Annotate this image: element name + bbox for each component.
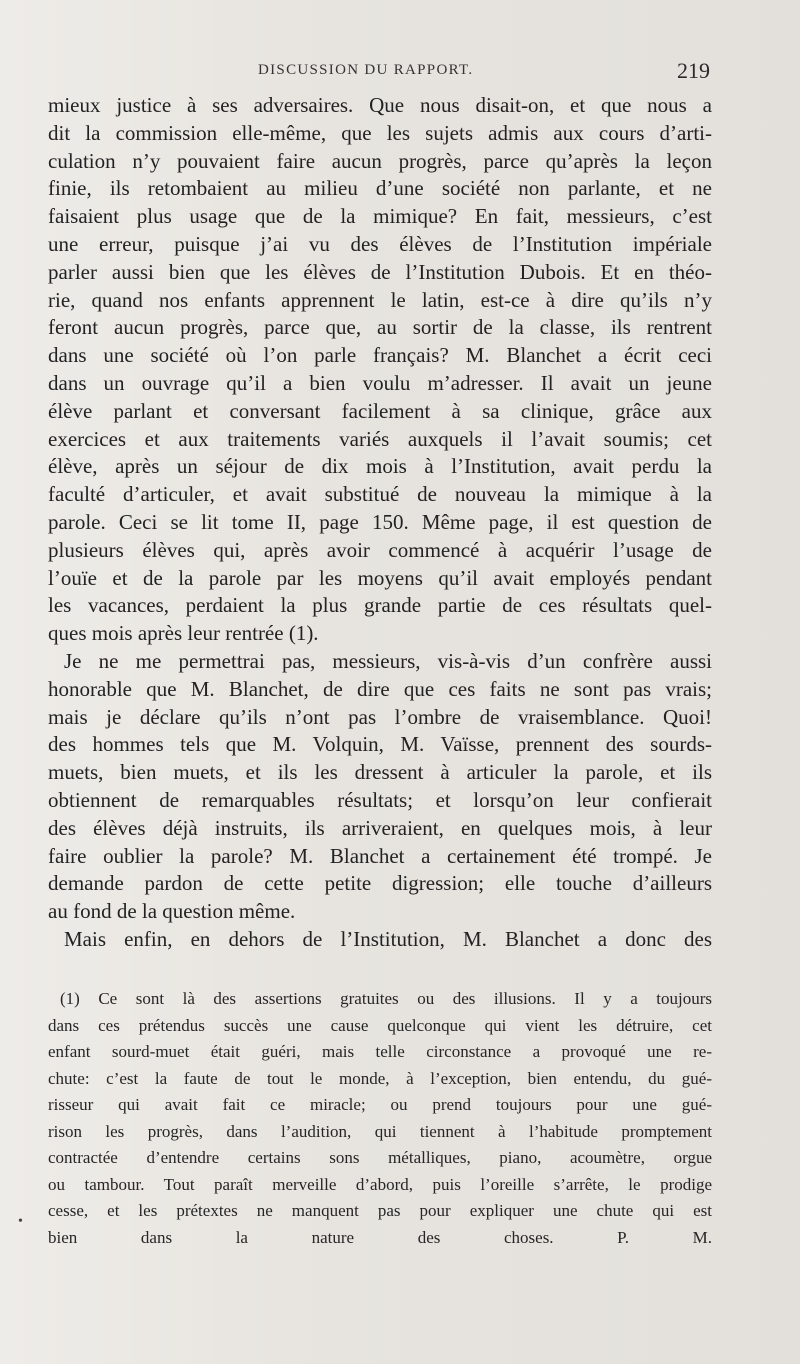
body-line: finie, ils retombaient au milieu d’une société non parlante, et ne (48, 176, 712, 201)
body-line: rie, quand nos enfants apprennent le latin, est-ce à dire qu’ils n’y (48, 287, 712, 312)
body-line: Mais enfin, en dehors de l’Institution, M. Blanchet a donc des (64, 926, 712, 951)
footnote-line: cesse, et les prétextes ne manquent pas pour expliquer une chute qui est (48, 1201, 712, 1220)
page-header (48, 58, 710, 88)
footnote-line: bien dans la nature des choses. P. M. (48, 1227, 712, 1247)
body-line: mieux justice à ses adversaires. Que nous disait-on, et que nous a (48, 93, 712, 117)
footnote-line: rison les progrès, dans l’audition, qui tiennent à l’habitude promptement (48, 1121, 712, 1141)
body-line: faculté d’articuler, et avait substitué de nouveau la mimique à la (48, 482, 712, 507)
running-head: DISCUSSION DU RAPPORT. (258, 62, 474, 78)
body-line: culation n’y pouvaient faire aucun progrès, parce qu’après la leçon (48, 148, 712, 173)
footnote-line: enfant sourd-muet était guéri, mais telle circonstance a provoqué une re- (48, 1042, 712, 1061)
body-line: élève parlant et conversant facilement à sa clinique, grâce aux (48, 398, 712, 423)
page-number: 219 (677, 58, 710, 83)
body-line: une erreur, puisque j’ai vu des élèves de l’Institution impériale (48, 231, 712, 256)
footnote-line: risseur qui avait fait ce miracle; ou prend toujours pour une gué- (48, 1095, 712, 1114)
body-line: honorable que M. Blanchet, de dire que ces faits ne sont pas vrais; (48, 676, 712, 701)
body-line: exercices et aux traitements variés auxquels il l’avait soumis; cet (48, 426, 712, 451)
body-line: dans un ouvrage qu’il a bien voulu m’adresser. Il avait un jeune (48, 370, 712, 395)
body-line: faisaient plus usage que de la mimique? En fait, messieurs, c’est (48, 204, 712, 229)
body-line: obtiennent de remarquables résultats; et lorsqu’on leur confierait (48, 787, 712, 812)
footnote-line: (1) Ce sont là des assertions gratuites ou des illusions. Il y a toujours (60, 989, 712, 1008)
body-line: ques mois après leur rentrée (1). (48, 621, 319, 646)
footnote-line: dans ces prétendus succès une cause quelconque qui vient les détruire, cet (48, 1015, 712, 1035)
body-line: parole. Ceci se lit tome II, page 150. Même page, il est question de (48, 509, 712, 534)
body-line: plusieurs élèves qui, après avoir commencé à acquérir l’usage de (48, 537, 712, 562)
footnote-line: contractée d’entendre certains sons métalliques, piano, acoumètre, orgue (48, 1148, 712, 1167)
body-line: au fond de la question même. (48, 899, 296, 924)
body-text (48, 92, 712, 954)
footnote-line: chute: c’est la faute de tout le monde, à l’exception, bien entendu, du gué- (48, 1068, 712, 1088)
footnote-line: ou tambour. Tout paraît merveille d’abord, puis l’oreille s’arrête, le prodige (48, 1174, 712, 1194)
body-line: des élèves déjà instruits, ils arriveraient, en quelques mois, à leur (48, 815, 712, 840)
body-line: faire oublier la parole? M. Blanchet a certainement été trompé. Je (48, 843, 712, 868)
body-line: dit la commission elle-même, que les sujets admis aux cours d’arti- (48, 120, 712, 145)
body-line: dans une société où l’on parle français? M. Blanchet a écrit ceci (48, 343, 712, 368)
body-line: demande pardon de cette petite digression; elle touche d’ailleurs (48, 871, 712, 896)
body-line: Je ne me permettrai pas, messieurs, vis-à-vis d’un confrère aussi (64, 648, 712, 673)
body-line: feront aucun progrès, parce que, au sortir de la classe, ils rentrent (48, 315, 712, 340)
body-line: des hommes tels que M. Volquin, M. Vaïsse, prennent des sourds- (48, 732, 712, 757)
footnote (48, 986, 712, 1251)
body-line: parler aussi bien que les élèves de l’Institution Dubois. Et en théo- (48, 259, 712, 284)
body-line: muets, bien muets, et ils les dressent à articuler la parole, et ils (48, 760, 712, 785)
body-line: l’ouïe et de la parole par les moyens qu’il avait employés pendant (48, 565, 712, 590)
body-line: les vacances, perdaient la plus grande partie de ces résultats quel- (48, 593, 712, 618)
margin-mark: • (18, 1214, 23, 1229)
body-line: mais je déclare qu’ils n’ont pas l’ombre de vraisemblance. Quoi! (48, 704, 712, 729)
body-line: élève, après un séjour de dix mois à l’Institution, avait perdu la (48, 454, 712, 479)
